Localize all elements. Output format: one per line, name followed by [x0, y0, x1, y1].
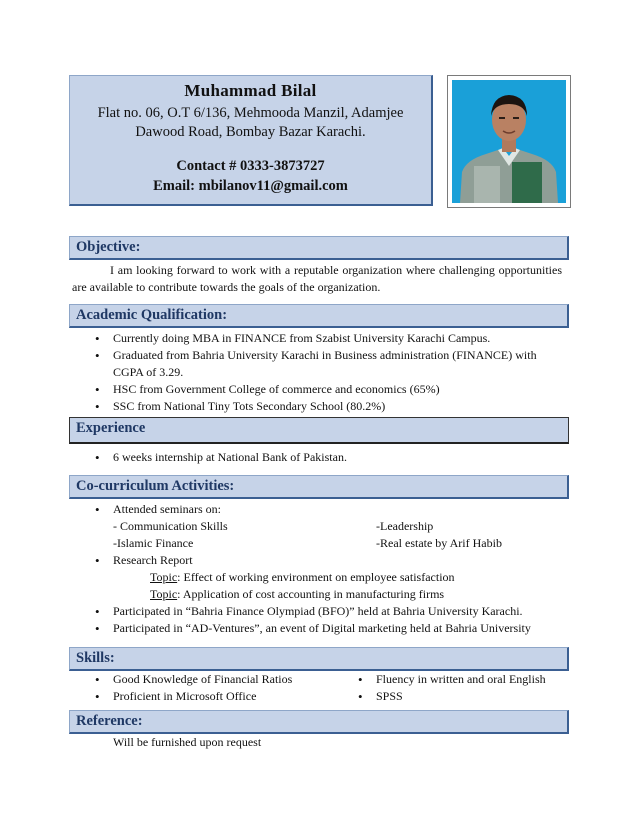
cocurricular-heading: Co-curriculum Activities: [69, 475, 569, 499]
reference-text: Will be furnished upon request [113, 735, 262, 749]
academic-list [93, 330, 568, 415]
objective-heading: Objective: [69, 236, 569, 260]
topic-text: : Effect of working environment on employee satisfaction [177, 570, 455, 584]
experience-heading: Experience [69, 417, 569, 444]
topic-text: : Application of cost accounting in manufacturing firms [177, 587, 445, 601]
seminar-islamic-finance: -Islamic Finance [113, 536, 194, 550]
academic-heading: Academic Qualification: [69, 304, 569, 328]
address [70, 104, 431, 142]
seminar-leadership: -Leadership [376, 519, 434, 533]
objective-paragraph: I am looking forward to work with a reputable organization where challenging opportunities are available to contribute towards the goals of the organization. [72, 263, 562, 294]
address-line-1: Flat no. 06, O.T 6/136, Mehmooda Manzil, Adamjee [97, 105, 404, 121]
reference-heading: Reference: [69, 710, 569, 734]
address-line-2: Dawood Road, Bombay Bazar Karachi. [135, 124, 366, 140]
list-item: • Research Report [93, 552, 563, 569]
experience-list [93, 449, 563, 466]
list-item: • Good Knowledge of Financial Ratios [93, 671, 343, 688]
profile-photo [447, 75, 571, 208]
list-item: • Currently doing MBA in FINANCE from Szabist University Karachi Campus. [93, 330, 568, 347]
list-item: • Attended seminars on: [93, 501, 563, 518]
objective-text [72, 262, 562, 296]
list-item: • HSC from Government College of commerce and economics (65%) [93, 381, 568, 398]
research-topic-1 [150, 569, 455, 586]
topic-label: Topic [150, 587, 178, 601]
list-item: • Fluency in written and oral English [356, 671, 566, 688]
list-item: • 6 weeks internship at National Bank of Pakistan. [93, 449, 563, 466]
skills-list-right [356, 671, 566, 705]
topic-label: Topic [150, 570, 178, 584]
cocurricular-list-b [93, 552, 563, 569]
list-item: • Proficient in Microsoft Office [93, 688, 343, 705]
seminar-communication: - Communication Skills [113, 519, 228, 533]
cocurricular-list-c [93, 603, 568, 637]
seminar-real-estate: -Real estate by Arif Habib [376, 536, 502, 550]
list-item: • Participated in “AD-Ventures”, an event of Digital marketing held at Bahria University [93, 620, 568, 637]
portrait-image [452, 80, 566, 203]
contact-phone: Contact # 0333-3873727 [176, 158, 325, 174]
list-item: • SPSS [356, 688, 566, 705]
list-item: • Participated in “Bahria Finance Olympiad (BFO)” held at Bahria University Karachi. [93, 603, 568, 620]
skills-heading: Skills: [69, 647, 569, 671]
candidate-name: Muhammad Bilal [184, 81, 317, 100]
contact-header [69, 75, 433, 206]
cocurricular-list-a [93, 501, 563, 518]
research-topic-2 [150, 586, 444, 603]
contact-email: Email: mbilanov11@gmail.com [153, 178, 348, 194]
list-item: • Graduated from Bahria University Karachi in Business administration (FINANCE) with CGPA of 3.29. [93, 347, 568, 381]
skills-list-left [93, 671, 343, 705]
list-item: • SSC from National Tiny Tots Secondary School (80.2%) [93, 398, 568, 415]
